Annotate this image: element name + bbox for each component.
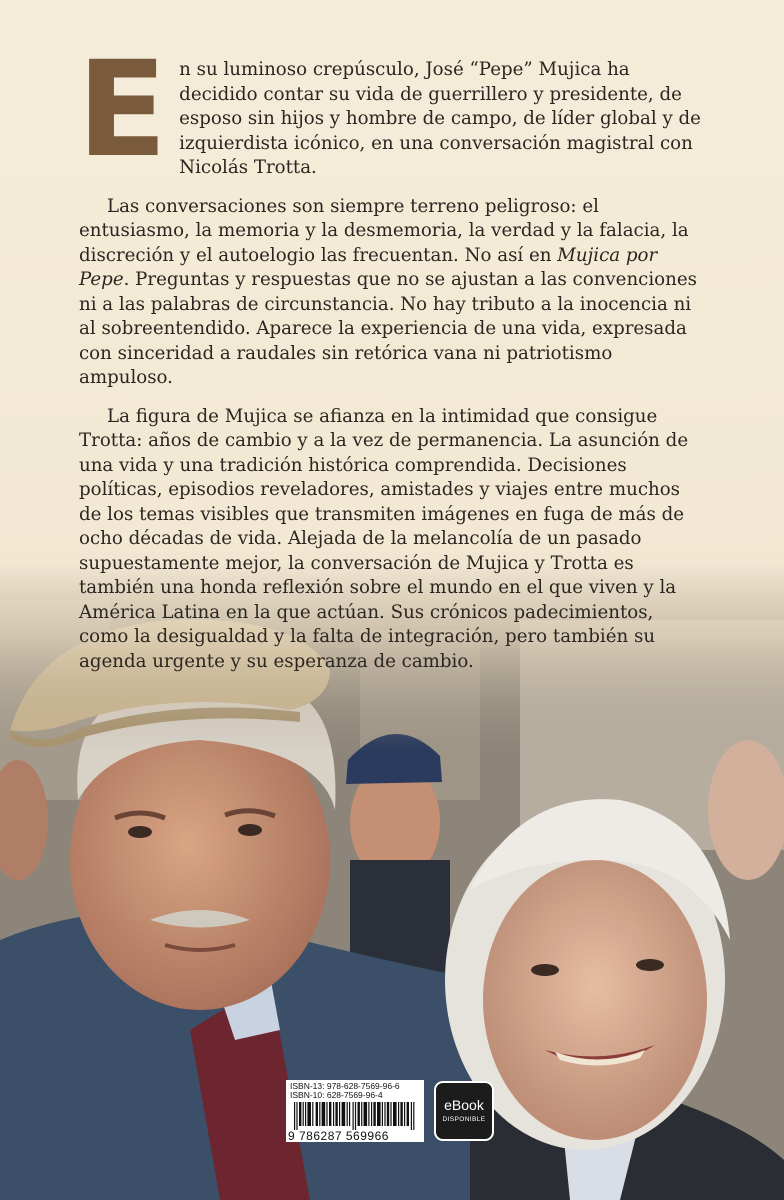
book-title-italic: Mujica por Pepe <box>79 244 658 290</box>
barcode-bars <box>294 1102 418 1130</box>
paragraph-3 <box>79 405 705 675</box>
isbn-10: ISBN-10: 628-7569-96-4 <box>290 1090 383 1100</box>
synopsis-text <box>77 33 705 688</box>
paragraph-3-text: La figura de Mujica se afianza en la intimidad que consigue Trotta: años de cambio y a la vez de permanencia. La asunción de una vida y una tradición histórica comprendida. Decisiones políticas, episodios reveladores, amistades y viajes entre muchos de los temas visibles que transmiten imágenes en fuga de más de ocho décadas de vida. Alejada de la melancolía de un pasado supuestamente mejor, la conversación de Mujica y Trotta es también una honda reflexión sobre el mundo en el que viven y la América Latina en la que actúan. Sus crónicos padecimientos, como la desigualdad y la falta de integración, pero también su agenda urgente y su esperanza de cambio. <box>79 405 689 672</box>
ebook-badge <box>434 1081 494 1141</box>
drop-cap: E <box>77 33 168 187</box>
paragraph-2-text-a: Las conversaciones son siempre terreno peligroso: el entusiasmo, la memoria y la desmemoria, la verdad y la falacia, la discreción y el autoelogio las frecuentan. No así en <box>79 195 689 266</box>
ebook-subtitle: DISPONIBLE <box>442 1116 486 1123</box>
paragraph-2 <box>79 195 705 391</box>
paragraph-1 <box>77 33 705 187</box>
paragraph-1-text: n su luminoso crepúsculo, José “Pepe” Mujica ha decidido contar su vida de guerrillero y presidente, de esposo sin hijos y hombre de campo, de líder global y de izquierdista icónico, en una conversación magistral con Nicolás Trotta. <box>179 59 701 178</box>
isbn-13: ISBN-13: 978-628-7569-96-6 <box>290 1081 400 1091</box>
paragraph-2-text-b: . Preguntas y respuestas que no se ajustan a las convenciones ni a las palabras de circunstancia. No hay tributo a la inocencia ni al sobreentendido. Aparece la experiencia de una vida, expresada con sinceridad a raudales sin retórica vana ni patriotismo ampuloso. <box>79 269 697 388</box>
ebook-title: eBook <box>444 1097 484 1113</box>
barcode-box <box>286 1080 424 1142</box>
barcode-number: 9 786287 569966 <box>288 1129 389 1143</box>
